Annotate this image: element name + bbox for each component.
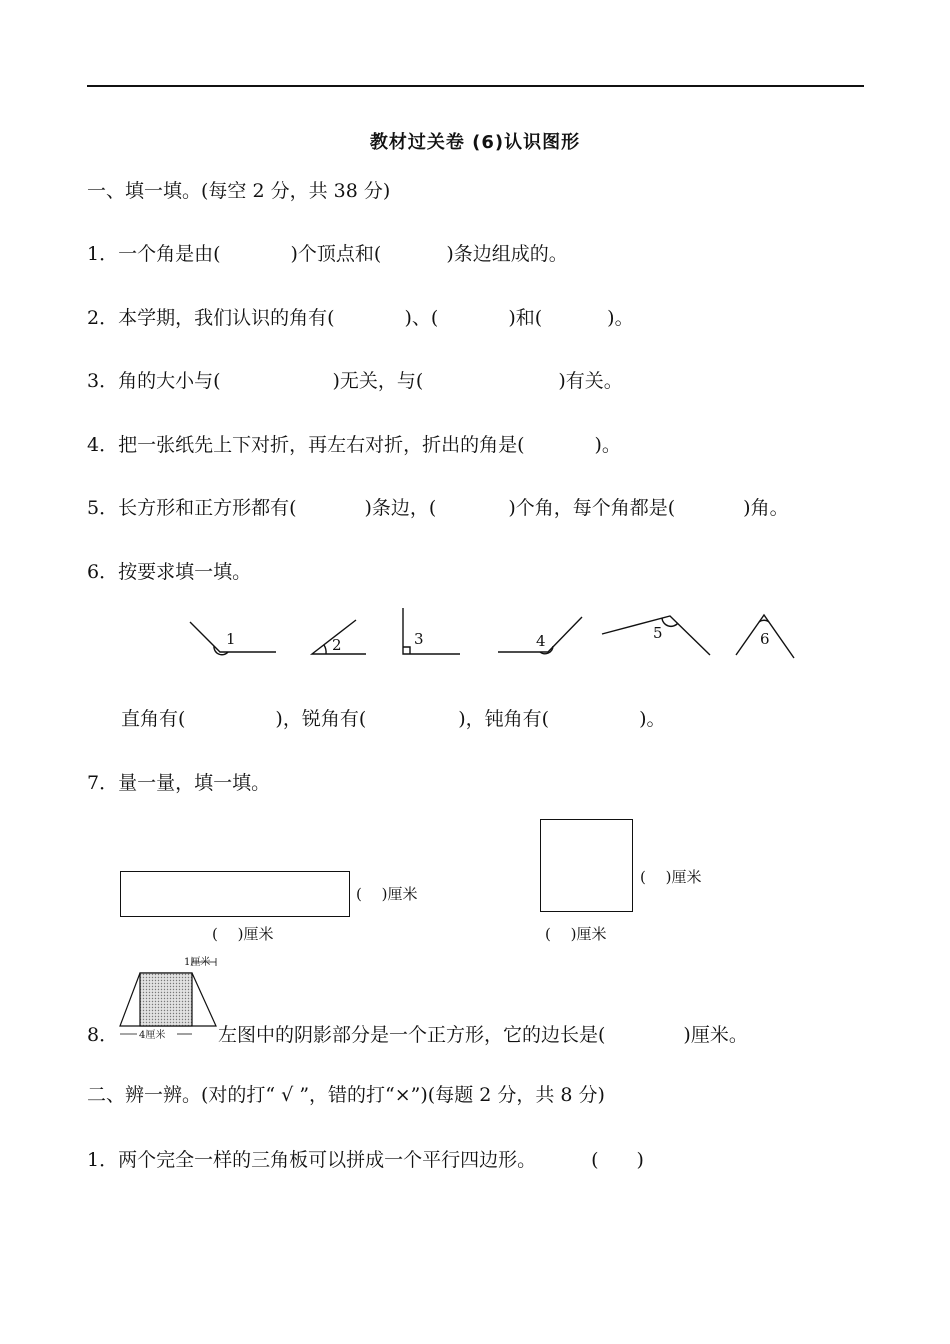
angle-label-1: 1 [226, 630, 236, 648]
top-rule [87, 85, 864, 87]
angle-label-3: 3 [414, 630, 424, 648]
q5-text-d: )角。 [743, 497, 789, 519]
question-4 [87, 432, 621, 458]
q7-text: 量一量，填一填。 [118, 772, 271, 794]
question-1 [87, 241, 568, 267]
q6-answer-c: )，钝角有( [458, 708, 550, 730]
rect-right-label: ( )厘米 [356, 885, 418, 903]
q6-number: 6． [87, 561, 119, 583]
angle-label-2: 2 [332, 636, 342, 654]
q5-text-b: )条边，( [364, 497, 437, 519]
j1-number: 1． [87, 1149, 119, 1171]
angle-label-4: 4 [536, 632, 546, 650]
q2-text-c: )和( [508, 307, 543, 329]
measure-square [540, 819, 633, 912]
question-3 [87, 368, 623, 394]
j1-paren[interactable]: ( ) [591, 1149, 644, 1171]
page-title: 教材过关卷 (6)认识图形 [369, 132, 581, 153]
q7-number: 7． [87, 772, 119, 794]
q1-text-b: )个顶点和( [290, 243, 382, 265]
angle-3-mark [403, 647, 410, 654]
measure-rectangle [120, 871, 350, 917]
question-6 [87, 559, 251, 585]
section2-heading: 二、辨一辨。(对的打“ √ ”，错的打“×”)(每题 2 分，共 8 分) [87, 1084, 605, 1106]
question-5 [87, 495, 789, 521]
q6-answer-line [121, 706, 666, 732]
q2-text-d: )。 [607, 307, 634, 329]
q5-text-c: )个角，每个角都是( [508, 497, 676, 519]
fig-bottom-label: 4厘米 [139, 1030, 166, 1041]
angle-figures [0, 600, 950, 670]
q6-text: 按要求填一填。 [118, 561, 252, 583]
q4-text-b: )。 [594, 434, 621, 456]
q1-text-c: )条边组成的。 [446, 243, 568, 265]
shaded-square [140, 973, 192, 1026]
angle-3-lines [403, 608, 460, 654]
q5-text-a: 长方形和正方形都有( [118, 497, 297, 519]
q2-text-b: )、( [404, 307, 439, 329]
question-7 [87, 770, 270, 796]
judge-1 [87, 1147, 644, 1173]
q6-answer-a: 直角有( [121, 708, 186, 730]
fig-top-label: 1厘米 [184, 957, 211, 968]
q6-answer-d: )。 [639, 708, 666, 730]
j1-text: 两个完全一样的三角板可以拼成一个平行四边形。 [118, 1149, 537, 1171]
angle-label-6: 6 [760, 630, 770, 648]
parallelogram-figure [115, 952, 225, 1044]
section1-heading: 一、填一填。(每空 2 分，共 38 分) [87, 180, 391, 202]
q3-text-b: )无关，与( [332, 370, 424, 392]
q3-text-a: 角的大小与( [118, 370, 221, 392]
q2-number: 2． [87, 307, 119, 329]
question-2 [87, 305, 634, 331]
question-8 [218, 1022, 748, 1048]
q6-answer-b: )，锐角有( [275, 708, 367, 730]
q8-number: 8． [87, 1024, 119, 1046]
q4-number: 4． [87, 434, 119, 456]
q1-number: 1． [87, 243, 119, 265]
q8-text-a: 左图中的阴影部分是一个正方形，它的边长是( [218, 1024, 606, 1046]
q5-number: 5． [87, 497, 119, 519]
q4-text-a: 把一张纸先上下对折，再左右对折，折出的角是( [118, 434, 525, 456]
angle-6-arc [759, 620, 769, 622]
q3-text-c: )有关。 [558, 370, 623, 392]
q2-text-a: 本学期，我们认识的角有( [118, 307, 335, 329]
square-bottom-label: ( )厘米 [545, 925, 607, 943]
square-right-label: ( )厘米 [640, 868, 702, 886]
angle-2-arc [324, 645, 326, 654]
q3-number: 3． [87, 370, 119, 392]
q1-text-a: 一个角是由( [118, 243, 221, 265]
q8-text-b: )厘米。 [683, 1024, 748, 1046]
rect-bottom-label: ( )厘米 [212, 925, 274, 943]
angle-label-5: 5 [653, 624, 663, 642]
